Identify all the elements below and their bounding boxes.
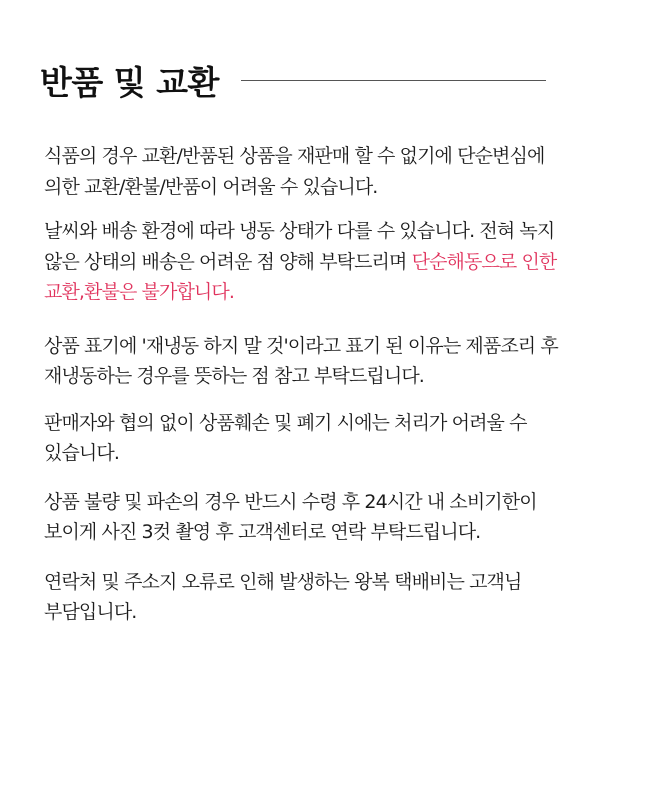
- policy-text: 날씨와 배송 환경에 따라 냉동 상태가 다를 수 있습니다. 전혀 녹지 않은 상태의 배송은 어려운 점 양해 부탁드리며: [44, 220, 555, 273]
- section-header: [40, 58, 546, 102]
- section-title: 반품 및 교환: [40, 62, 219, 102]
- title-divider: [241, 80, 546, 81]
- policy-paragraph-shipping-cost: [44, 567, 574, 628]
- policy-paragraph-defect-report: [44, 487, 574, 548]
- policy-text: 상품 표기에 '재냉동 하지 말 것'이라고 표기 된 이유는 제품조리 후 재냉동하는 경우를 뜻하는 점 참고 부탁드립니다.: [44, 334, 558, 387]
- policy-paragraph-refreeze: [44, 331, 574, 392]
- policy-highlight-no-refund: 단순해동으로 인한 교환,환불은 불가합니다.: [44, 250, 557, 303]
- policy-text: 연락처 및 주소지 오류로 인해 발생하는 왕복 택배비는 고객님 부담입니다.: [44, 570, 522, 623]
- policy-text: 판매자와 협의 없이 상품훼손 및 폐기 시에는 처리가 어려울 수 있습니다.: [44, 411, 527, 464]
- policy-paragraph-food-resale: [44, 141, 574, 202]
- policy-paragraphs: [44, 141, 574, 646]
- policy-text: 상품 불량 및 파손의 경우 반드시 수령 후 24시간 내 소비기한이 보이게 사진 3컷 촬영 후 고객센터로 연락 부탁드립니다.: [44, 490, 537, 543]
- policy-text: 식품의 경우 교환/반품된 상품을 재판매 할 수 없기에 단순변심에 의한 교환/환불/반품이 어려울 수 있습니다.: [44, 145, 545, 198]
- policy-paragraph-frozen-state: [44, 216, 574, 308]
- policy-paragraph-damage-disposal: [44, 408, 574, 469]
